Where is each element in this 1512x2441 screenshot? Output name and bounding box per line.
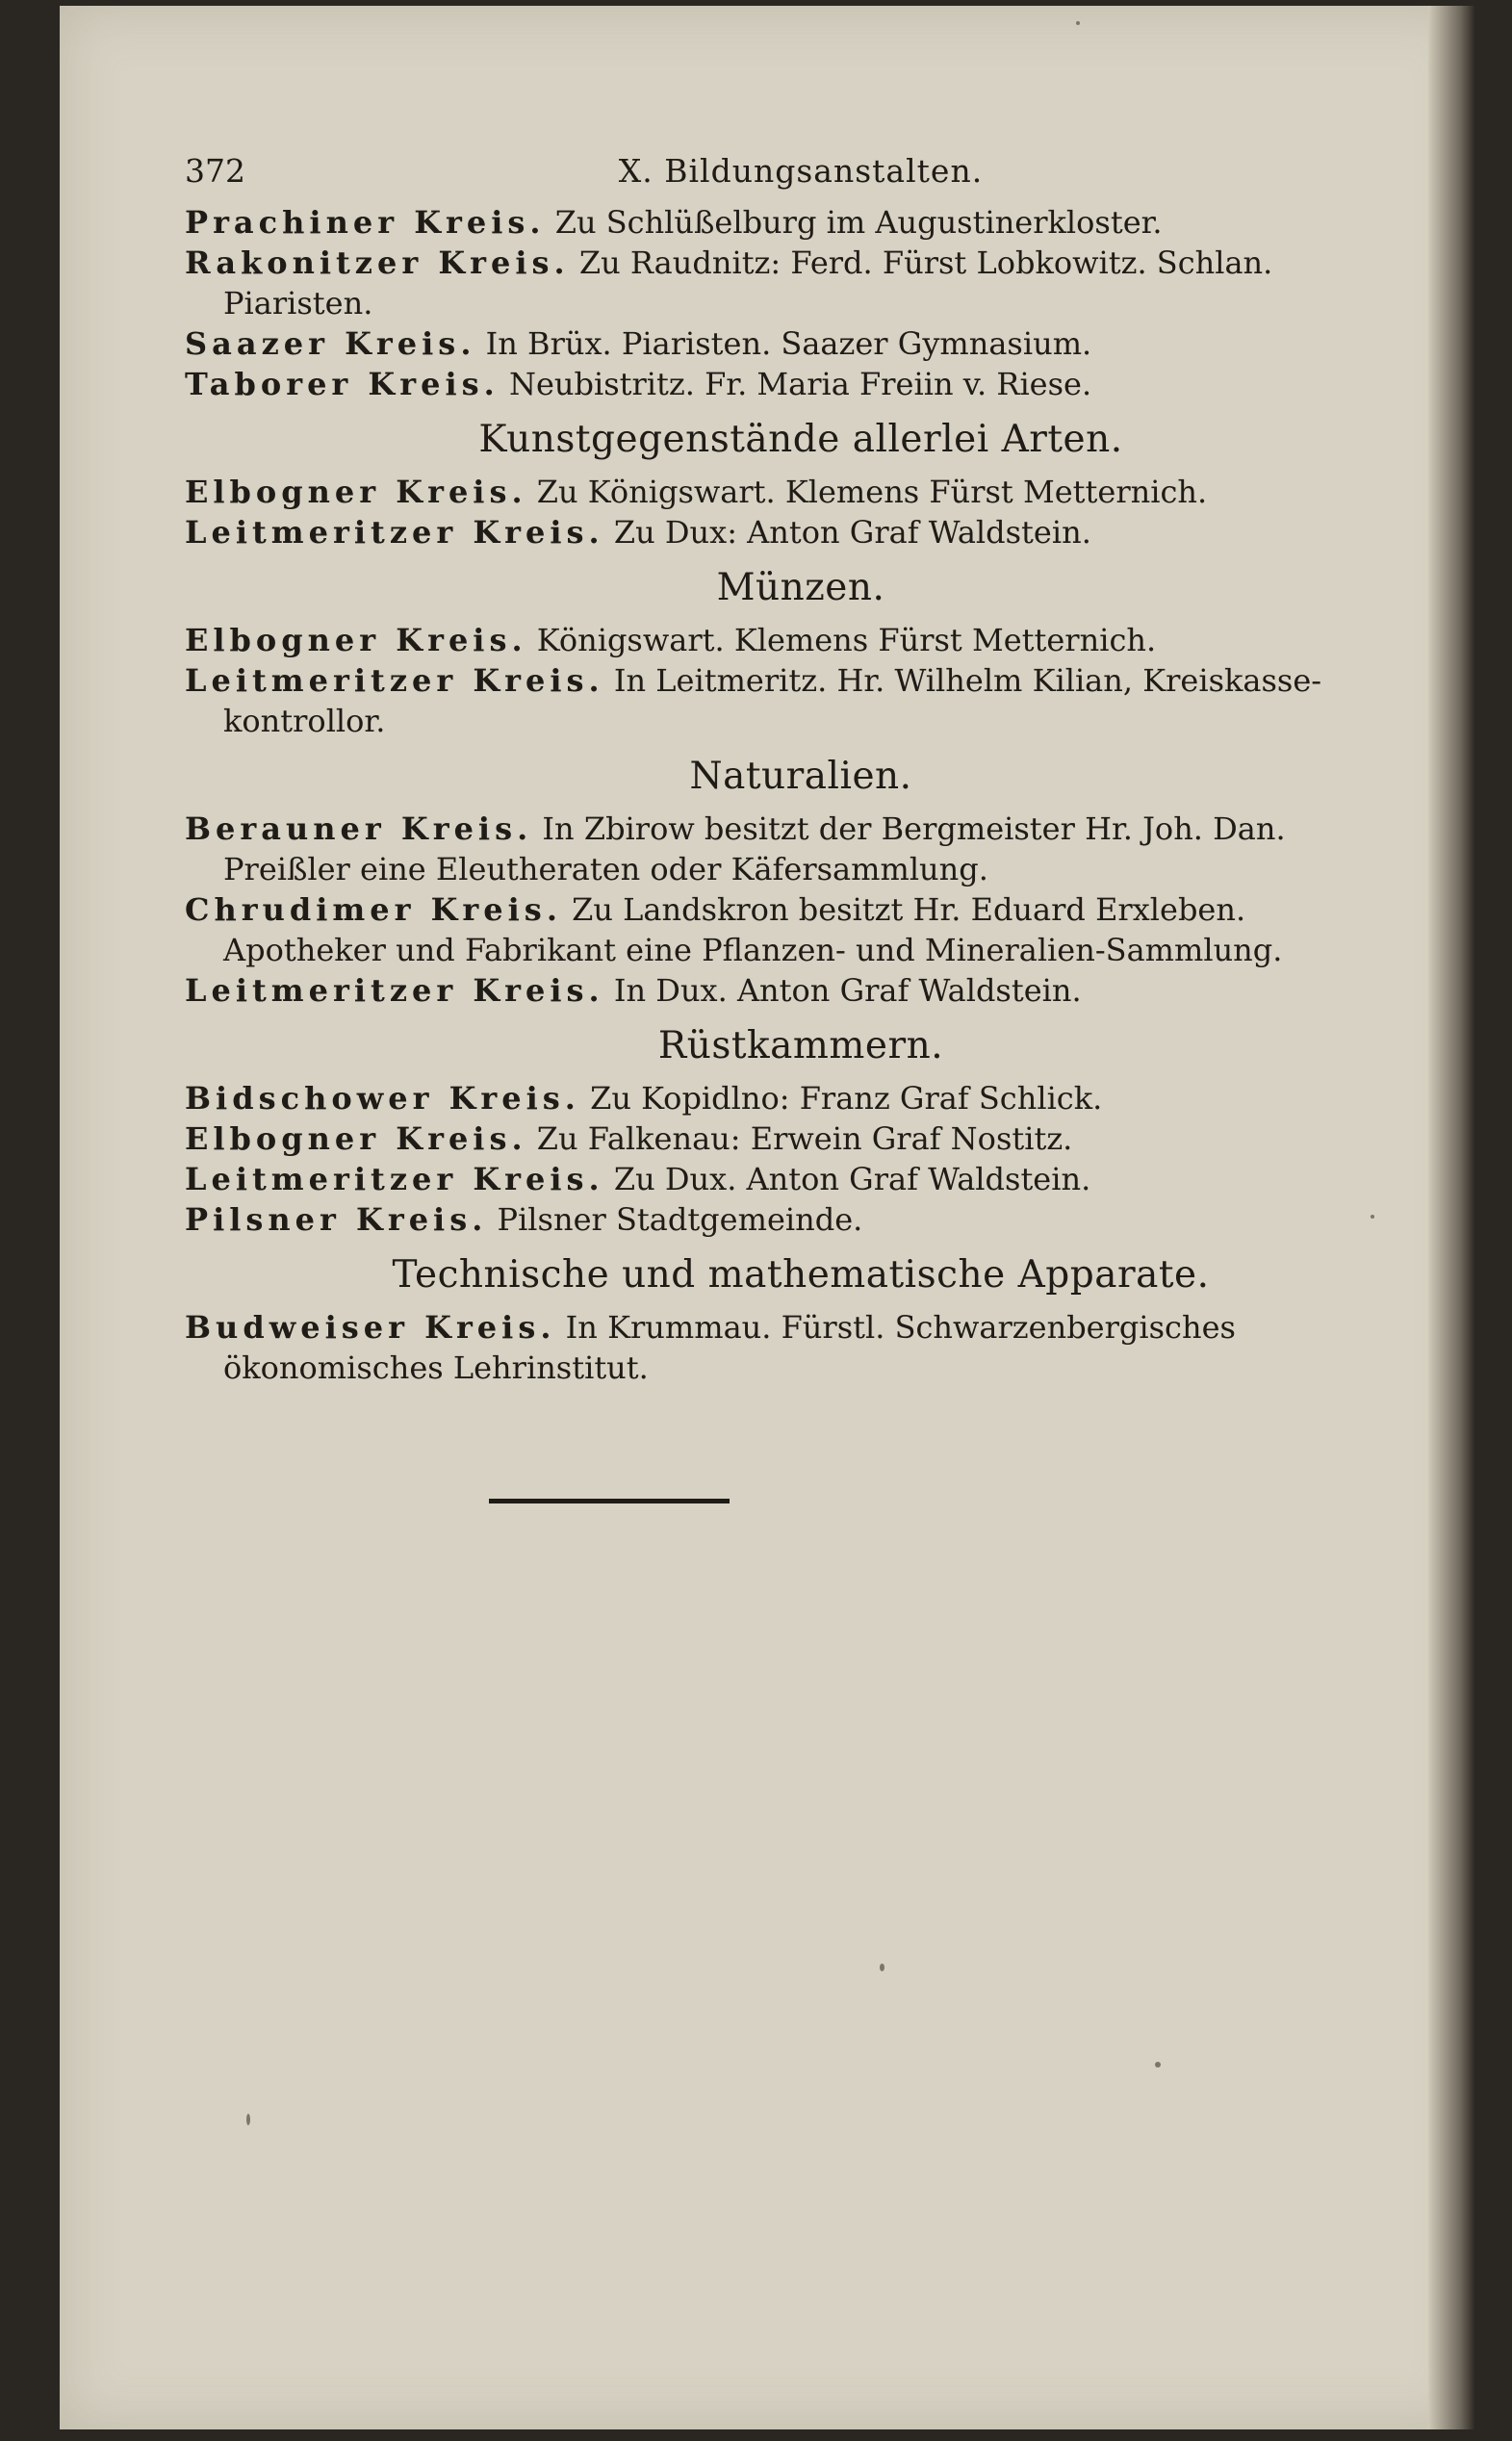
entry-text: Zu Schlüßelburg im Augustinerkloster. (554, 204, 1163, 241)
entry-text: Zu Königswart. Klemens Fürst Metternich. (536, 474, 1208, 510)
region-name: Bidschower Kreis. (185, 1080, 580, 1117)
paper-speck (1076, 21, 1080, 25)
region-name: Elbogner Kreis. (185, 474, 527, 510)
entry-text: Zu Dux: Anton Graf Waldstein. (613, 514, 1091, 551)
region-name: Elbogner Kreis. (185, 1120, 527, 1157)
paper-speck (880, 1964, 884, 1971)
page-content (185, 144, 1417, 1388)
entry-text: Zu Kopidlno: Franz Graf Schlick. (590, 1080, 1103, 1117)
section-heading-muenzen: Münzen. (716, 566, 885, 609)
entry-pilsner (185, 1199, 1417, 1240)
entry-taborer (185, 364, 1417, 404)
page-header (185, 144, 1417, 202)
section-heading-kunstgegenstaende: Kunstgegenstände allerlei Arten. (478, 418, 1123, 461)
entry-text: Zu Dux. Anton Graf Waldstein. (613, 1161, 1091, 1197)
region-name: Chrudimer Kreis. (185, 891, 562, 928)
entry-budweiser (185, 1307, 1417, 1388)
region-name: Saazer Kreis. (185, 325, 476, 362)
entry-elbogner (185, 472, 1417, 512)
entry-saazer (185, 323, 1417, 364)
entry-text: In Dux. Anton Graf Waldstein. (613, 972, 1082, 1009)
section-heading-technische-apparate: Technische und mathematische Apparate. (392, 1253, 1210, 1297)
entry-leitmeritzer (185, 970, 1417, 1011)
entry-text: Zu Raudnitz: Ferd. Fürst Lobkowitz. Schlan. Piaristen. (223, 244, 1273, 321)
entry-elbogner (185, 620, 1417, 660)
region-name: Leitmeritzer Kreis. (185, 972, 604, 1009)
entry-prachiner (185, 202, 1417, 243)
running-title: X. Bildungsanstalten. (618, 152, 984, 190)
region-name: Leitmeritzer Kreis. (185, 1161, 604, 1197)
entry-text: Pilsner Stadtgemeinde. (497, 1201, 863, 1238)
end-rule (489, 1499, 730, 1503)
region-name: Budweiser Kreis. (185, 1309, 556, 1346)
entry-rakonitzer (185, 243, 1417, 323)
entry-chrudimer (185, 889, 1417, 970)
region-name: Rakonitzer Kreis. (185, 244, 570, 281)
entry-text: In Zbirow besitzt der Bergmeister Hr. Joh. Dan. Preißler eine Eleutheraten oder Käfersammlung. (223, 810, 1286, 887)
region-name: Berauner Kreis. (185, 810, 533, 847)
entry-text: Zu Landskron besitzt Hr. Eduard Erxleben. Apotheker und Fabrikant eine Pflanzen- und Mineralien-Sammlung. (223, 891, 1283, 968)
entry-text: Neubistritz. Fr. Maria Freiin v. Riese. (508, 366, 1092, 402)
region-name: Taborer Kreis. (185, 366, 500, 402)
section-heading-naturalien: Naturalien. (689, 755, 912, 798)
page-number: 372 (185, 152, 245, 190)
region-name: Prachiner Kreis. (185, 204, 546, 241)
region-name: Pilsner Kreis. (185, 1201, 488, 1238)
region-name: Leitmeritzer Kreis. (185, 662, 604, 699)
paper-speck (246, 2114, 250, 2125)
entry-text: In Krummau. Fürstl. Schwarzenbergisches ökonomisches Lehrinstitut. (223, 1309, 1236, 1386)
page-gutter-shadow (1428, 6, 1474, 2429)
section-heading-ruestkammern: Rüstkammern. (657, 1024, 944, 1067)
entry-elbogner (185, 1118, 1417, 1159)
entry-leitmeritzer (185, 512, 1417, 552)
entry-leitmeritzer (185, 660, 1417, 741)
entry-berauner (185, 809, 1417, 889)
entry-bidschower (185, 1078, 1417, 1118)
entry-leitmeritzer (185, 1159, 1417, 1199)
region-name: Leitmeritzer Kreis. (185, 514, 604, 551)
entry-text: In Brüx. Piaristen. Saazer Gymnasium. (485, 325, 1092, 362)
entry-text: Zu Falkenau: Erwein Graf Nostitz. (536, 1120, 1073, 1157)
region-name: Elbogner Kreis. (185, 622, 527, 658)
entry-text: Königswart. Klemens Fürst Metternich. (536, 622, 1157, 658)
paper-speck (1371, 1215, 1374, 1219)
paper-speck (1155, 2062, 1161, 2068)
entry-text: In Leitmeritz. Hr. Wilhelm Kilian, Kreiskasse-kontrollor. (223, 662, 1322, 739)
